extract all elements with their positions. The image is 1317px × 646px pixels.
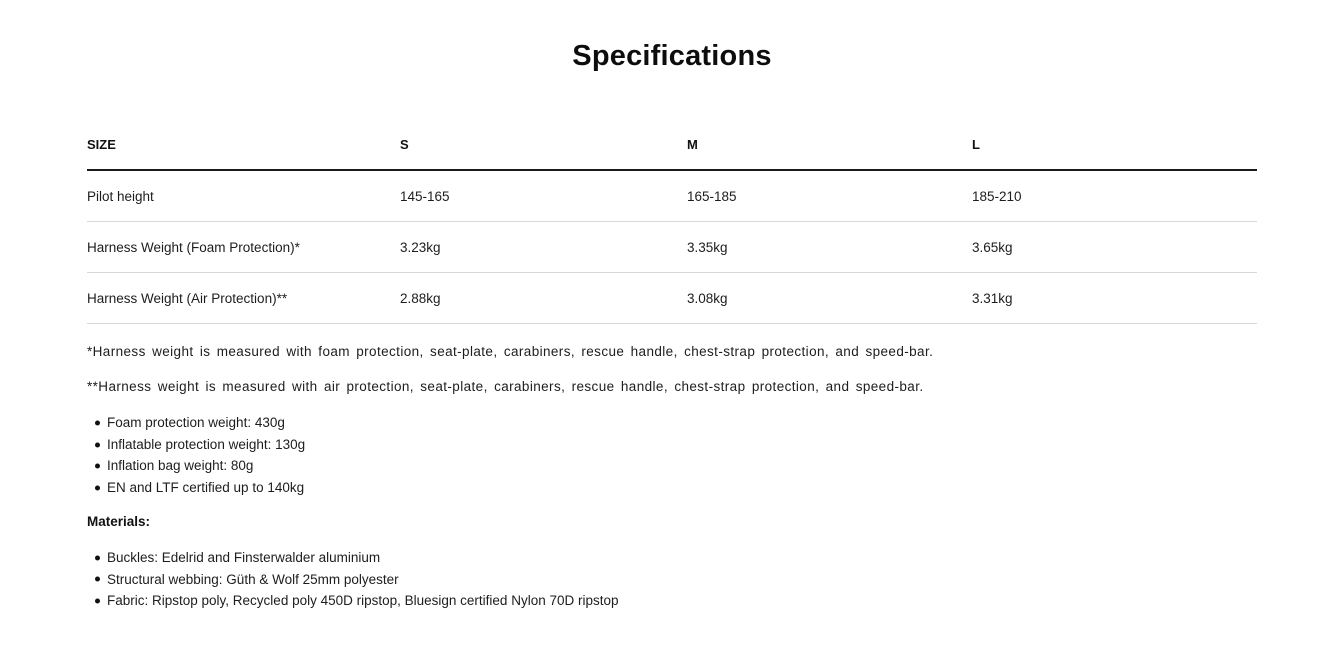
specifications-section	[87, 0, 1257, 612]
list-item	[87, 434, 1257, 456]
materials-heading: Materials:	[87, 513, 151, 529]
cell-value: 3.31kg	[972, 290, 1013, 306]
bullet-icon	[95, 420, 100, 425]
list-item	[87, 477, 1257, 499]
column-header-size: SIZE	[87, 137, 116, 152]
row-label: Harness Weight (Foam Protection)*	[87, 239, 300, 255]
list-item-text: Buckles: Edelrid and Finsterwalder aluminium	[107, 549, 381, 565]
column-header-s: S	[400, 137, 409, 152]
page-title: Specifications	[572, 40, 772, 72]
footnote-foam: *Harness weight is measured with foam protection, seat-plate, carabiners, rescue handle, chest-strap protection, and speed-bar.	[87, 344, 934, 359]
bullet-icon	[95, 577, 100, 582]
table-row-air-weight	[87, 273, 1257, 324]
cell-value: 3.65kg	[972, 239, 1013, 255]
cell-value: 2.88kg	[400, 290, 441, 306]
materials-list	[87, 547, 1257, 612]
cell-value: 165-185	[687, 188, 737, 204]
bullet-icon	[95, 464, 100, 469]
cell-value: 3.23kg	[400, 239, 441, 255]
list-item	[87, 590, 1257, 612]
list-item	[87, 547, 1257, 569]
list-item-text: Structural webbing: Güth & Wolf 25mm polyester	[107, 571, 399, 587]
details-list	[87, 412, 1257, 499]
bullet-icon	[95, 599, 100, 604]
bullet-icon	[95, 485, 100, 490]
cell-value: 145-165	[400, 188, 450, 204]
bullet-icon	[95, 555, 100, 560]
list-item	[87, 412, 1257, 434]
cell-value: 185-210	[972, 188, 1022, 204]
column-header-l: L	[972, 137, 980, 152]
list-item-text: Inflatable protection weight: 130g	[107, 436, 306, 452]
footnote-air: **Harness weight is measured with air protection, seat-plate, carabiners, rescue handle, chest-strap protection, and speed-bar.	[87, 379, 924, 394]
list-item	[87, 569, 1257, 591]
table-row-foam-weight	[87, 222, 1257, 273]
list-item-text: Inflation bag weight: 80g	[107, 458, 254, 474]
table-row-pilot-height	[87, 171, 1257, 222]
row-label: Harness Weight (Air Protection)**	[87, 290, 288, 306]
cell-value: 3.08kg	[687, 290, 728, 306]
bullet-icon	[95, 442, 100, 447]
spec-table-header-row	[87, 137, 1257, 171]
spec-table	[87, 137, 1257, 324]
list-item-text: EN and LTF certified up to 140kg	[107, 480, 305, 496]
column-header-m: M	[687, 137, 698, 152]
list-item-text: Fabric: Ripstop poly, Recycled poly 450D ripstop, Bluesign certified Nylon 70D ripstop	[107, 593, 619, 609]
row-label: Pilot height	[87, 188, 154, 204]
list-item-text: Foam protection weight: 430g	[107, 415, 285, 430]
cell-value: 3.35kg	[687, 239, 728, 255]
list-item	[87, 455, 1257, 477]
